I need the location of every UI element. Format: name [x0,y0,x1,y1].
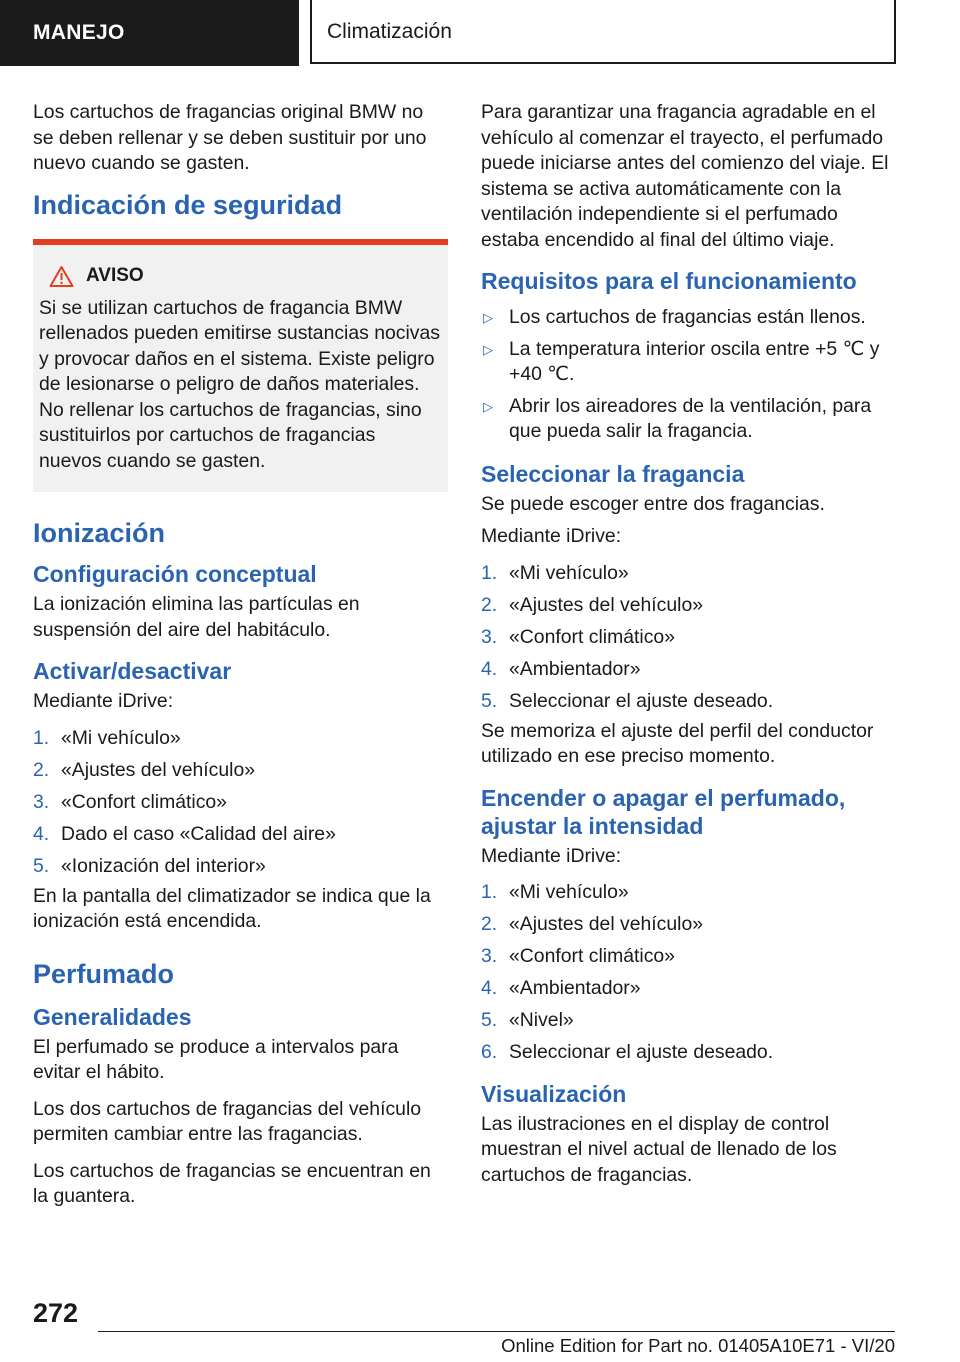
step-text: Dado el caso «Calidad del aire» [61,822,336,845]
select-text: Se puede escoger entre dos fragancias. [481,492,825,515]
step-number: 3. [481,945,498,967]
onoff-heading: Encender o apagar el perfumado, ajustar la intensidad [481,784,846,839]
right-intro: Para garantizar una fragancia agradable en el vehículo al comenzar el trayecto, el perfumado puede iniciarse antes del comienzo del viaje. El sistema se activa automáticamente con la ventilación independiente si el perfumado estaba encendido al final del último viaje. [481,101,889,251]
list-item [481,689,897,715]
step-text: Seleccionar el ajuste deseado. [509,1041,774,1063]
left-column [33,100,449,1221]
step-text: «Mi vehículo» [509,561,629,584]
list-item [481,1040,897,1066]
step-text: «Mi vehículo» [61,726,181,749]
step-text: «Ajustes del vehículo» [61,758,256,781]
step-text: «Mi vehículo» [509,881,629,903]
ionization-heading: Ionización [33,518,166,548]
triangle-bullet-icon: ▷ [483,398,493,414]
select-steps [481,561,897,715]
list-item [481,657,897,683]
perfume-heading: Perfumado [33,958,175,989]
step-text: «Confort climático» [61,790,227,813]
list-item [33,822,449,848]
triangle-bullet-icon: ▷ [483,310,493,325]
list-item [481,561,897,587]
select-intro: Mediante iDrive: [481,525,622,547]
step-number: 4. [481,657,498,680]
step-text: «Confort climático» [509,945,675,967]
onoff-steps [481,880,897,1066]
general-p2: Los dos cartuchos de fragancias del vehículo permiten cambiar entre las fragancias. [33,1097,422,1145]
step-text: «Ajustes del vehículo» [509,913,704,935]
concept-text: La ionización elimina las partículas en suspensión del aire del habitáculo. [33,593,360,641]
page-header [0,0,960,66]
warning-label: AVISO [86,265,144,286]
list-item [33,726,449,752]
step-number: 4. [481,977,498,999]
right-column [481,100,897,1199]
step-number: 2. [33,758,50,781]
step-text: Seleccionar el ajuste deseado. [509,689,774,712]
step-text: «Ambientador» [509,657,641,680]
toggle-intro: Mediante iDrive: [33,690,174,712]
list-item [481,912,897,938]
step-text: «Confort climático» [509,625,675,648]
safety-heading: Indicación de seguridad [33,189,343,220]
bullet-text: Abrir los aireadores de la ventilación, para que pueda salir la fragancia. [509,394,872,442]
list-item [481,625,897,651]
step-number: 5. [481,689,498,712]
warning-text: Si se utilizan cartuchos de fragancia BMW rellenados pueden emitirse sustancias nocivas y provocar daños en el sistema. Existe peligro de lesionarse o peligro de daños materiales. No rellenar los cartuchos de fragancias, sino sustituirlos por cartuchos de fragancias nuevos cuando se gasten. [39,296,440,472]
list-item [481,944,897,970]
visualization-heading: Visualización [481,1080,627,1107]
section-label: MANEJO [0,0,299,66]
list-item [33,790,449,816]
select-heading: Seleccionar la fragancia [481,460,745,487]
step-number: 3. [481,625,498,648]
step-text: «Ambientador» [509,977,641,999]
general-p1: El perfumado se produce a intervalos para evitar el hábito. [33,1035,399,1083]
step-number: 4. [33,822,50,845]
step-number: 1. [481,881,498,903]
requirements-heading: Requisitos para el funcionamiento [481,268,857,294]
visualization-text: Las ilustraciones en el display de control muestran el nivel actual de llenado de los cartuchos de fragancias. [481,1112,837,1186]
general-heading: Generalidades [33,1003,192,1030]
list-item [481,337,897,388]
footer-rule [98,1331,895,1332]
warning-header [49,265,440,288]
bullet-text: Los cartuchos de fragancias están llenos. [509,306,866,328]
edition-text: Online Edition for Part no. 01405A10E71 - VI/20 [501,1335,895,1356]
concept-heading: Configuración conceptual [33,561,317,587]
step-number: 5. [481,1009,498,1031]
step-number: 1. [33,726,50,749]
step-number: 5. [33,854,50,877]
page-number: 272 [33,1298,79,1328]
step-number: 2. [481,913,498,935]
toggle-heading: Activar/desactivar [33,658,232,684]
step-text: «Nivel» [509,1009,574,1031]
warning-triangle-icon [49,265,74,288]
list-item [481,1008,897,1034]
intro-paragraph: Los cartuchos de fragancias original BMW no se deben rellenar y se deben sustituir por uno nuevo cuando se gasten. [33,101,427,174]
list-item [33,854,449,880]
step-number: 6. [481,1041,498,1063]
bullet-text: La temperatura interior oscila entre +5 ℃ y +40 ℃. [509,337,880,385]
onoff-intro: Mediante iDrive: [481,844,622,867]
step-number: 1. [481,561,498,584]
requirements-list [481,305,897,445]
list-item [481,976,897,1002]
step-text: «Ionización del interior» [61,854,266,877]
triangle-bullet-icon: ▷ [483,341,493,357]
select-note: Se memoriza el ajuste del perfil del conductor utilizado en ese preciso momento. [481,719,874,767]
step-number: 3. [33,790,50,813]
list-item [481,593,897,619]
general-p3: Los cartuchos de fragancias se encuentran en la guantera. [33,1159,431,1207]
list-item [481,305,897,331]
toggle-steps [33,726,449,880]
chapter-label: Climatización [310,0,896,64]
step-text: «Ajustes del vehículo» [509,593,704,616]
list-item [481,880,897,906]
list-item [33,758,449,784]
warning-box [33,239,448,493]
toggle-note: En la pantalla del climatizador se indica que la ionización está encendida. [33,884,431,932]
list-item [481,394,897,445]
step-number: 2. [481,593,498,616]
